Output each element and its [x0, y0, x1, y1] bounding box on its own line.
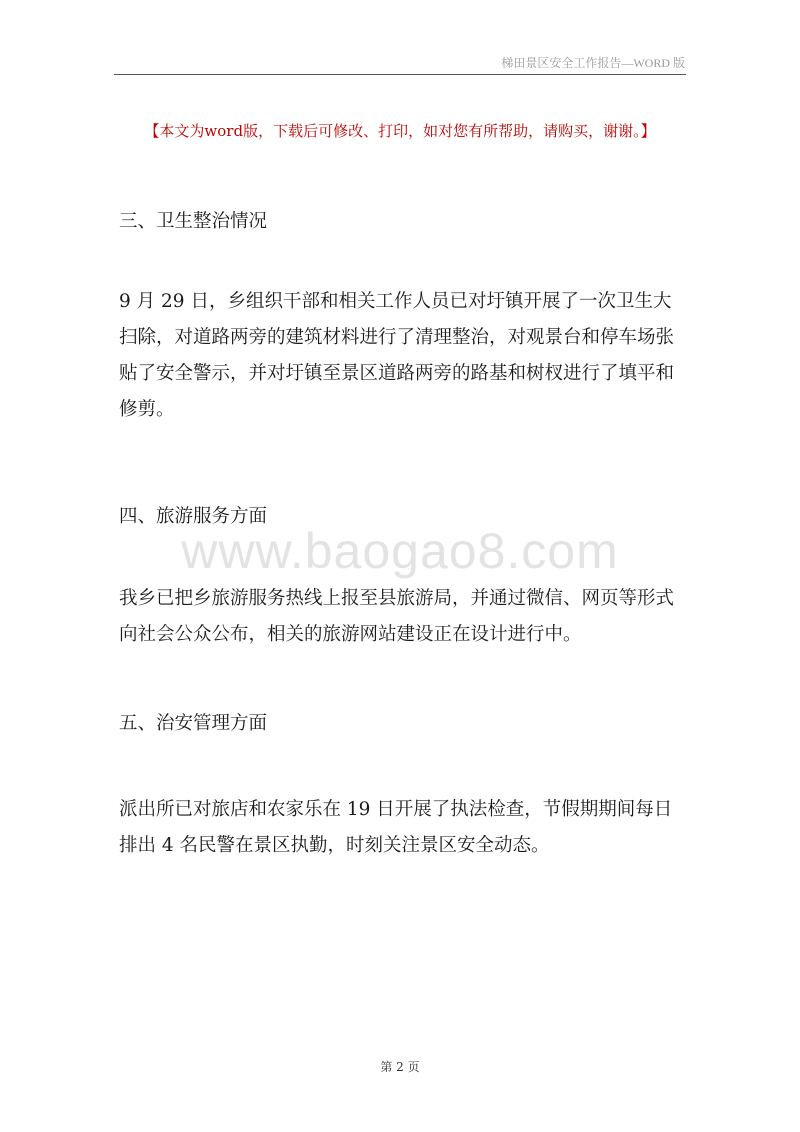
- paragraph-line: 我乡已把乡旅游服务热线上报至县旅游局，并通过微信、网页等形式: [119, 588, 675, 609]
- paragraph-line: 派出所已对旅店和农家乐在 19 日开展了执法检查，节假期期间每日: [119, 799, 673, 820]
- paragraph-line: 向社会公众公布，相关的旅游网站建设正在设计进行中。: [119, 624, 582, 645]
- paragraph-line: 排出 4 名民警在景区执勤，时刻关注景区安全动态。: [119, 835, 550, 856]
- purchase-notice: 【本文为word版，下载后可修改、打印，如对您有所帮助，请购买，谢谢。】: [144, 122, 656, 140]
- paragraph-line: 贴了安全警示，并对圩镇至景区道路两旁的路基和树杈进行了填平和: [119, 363, 675, 384]
- section-heading-public-security: 五、治安管理方面: [119, 713, 268, 734]
- section-paragraph-tourism-service: [119, 581, 685, 653]
- section-heading-sanitation: 三、卫生整治情况: [119, 211, 268, 232]
- paragraph-line: 修剪。: [119, 399, 175, 420]
- section-paragraph-sanitation: [119, 284, 685, 428]
- header-divider: [114, 74, 686, 75]
- document-header-title: 梯田景区安全工作报告—WORD 版: [501, 56, 685, 70]
- section-heading-tourism-service: 四、旅游服务方面: [119, 506, 268, 527]
- page-number: 第 2 页: [380, 1060, 420, 1074]
- site-watermark: www.baogao8.com: [181, 523, 619, 579]
- paragraph-line: 扫除，对道路两旁的建筑材料进行了清理整治，对观景台和停车场张: [119, 327, 675, 348]
- section-paragraph-public-security: [119, 792, 685, 864]
- paragraph-line: 9 月 29 日，乡组织干部和相关工作人员已对圩镇开展了一次卫生大: [119, 291, 672, 312]
